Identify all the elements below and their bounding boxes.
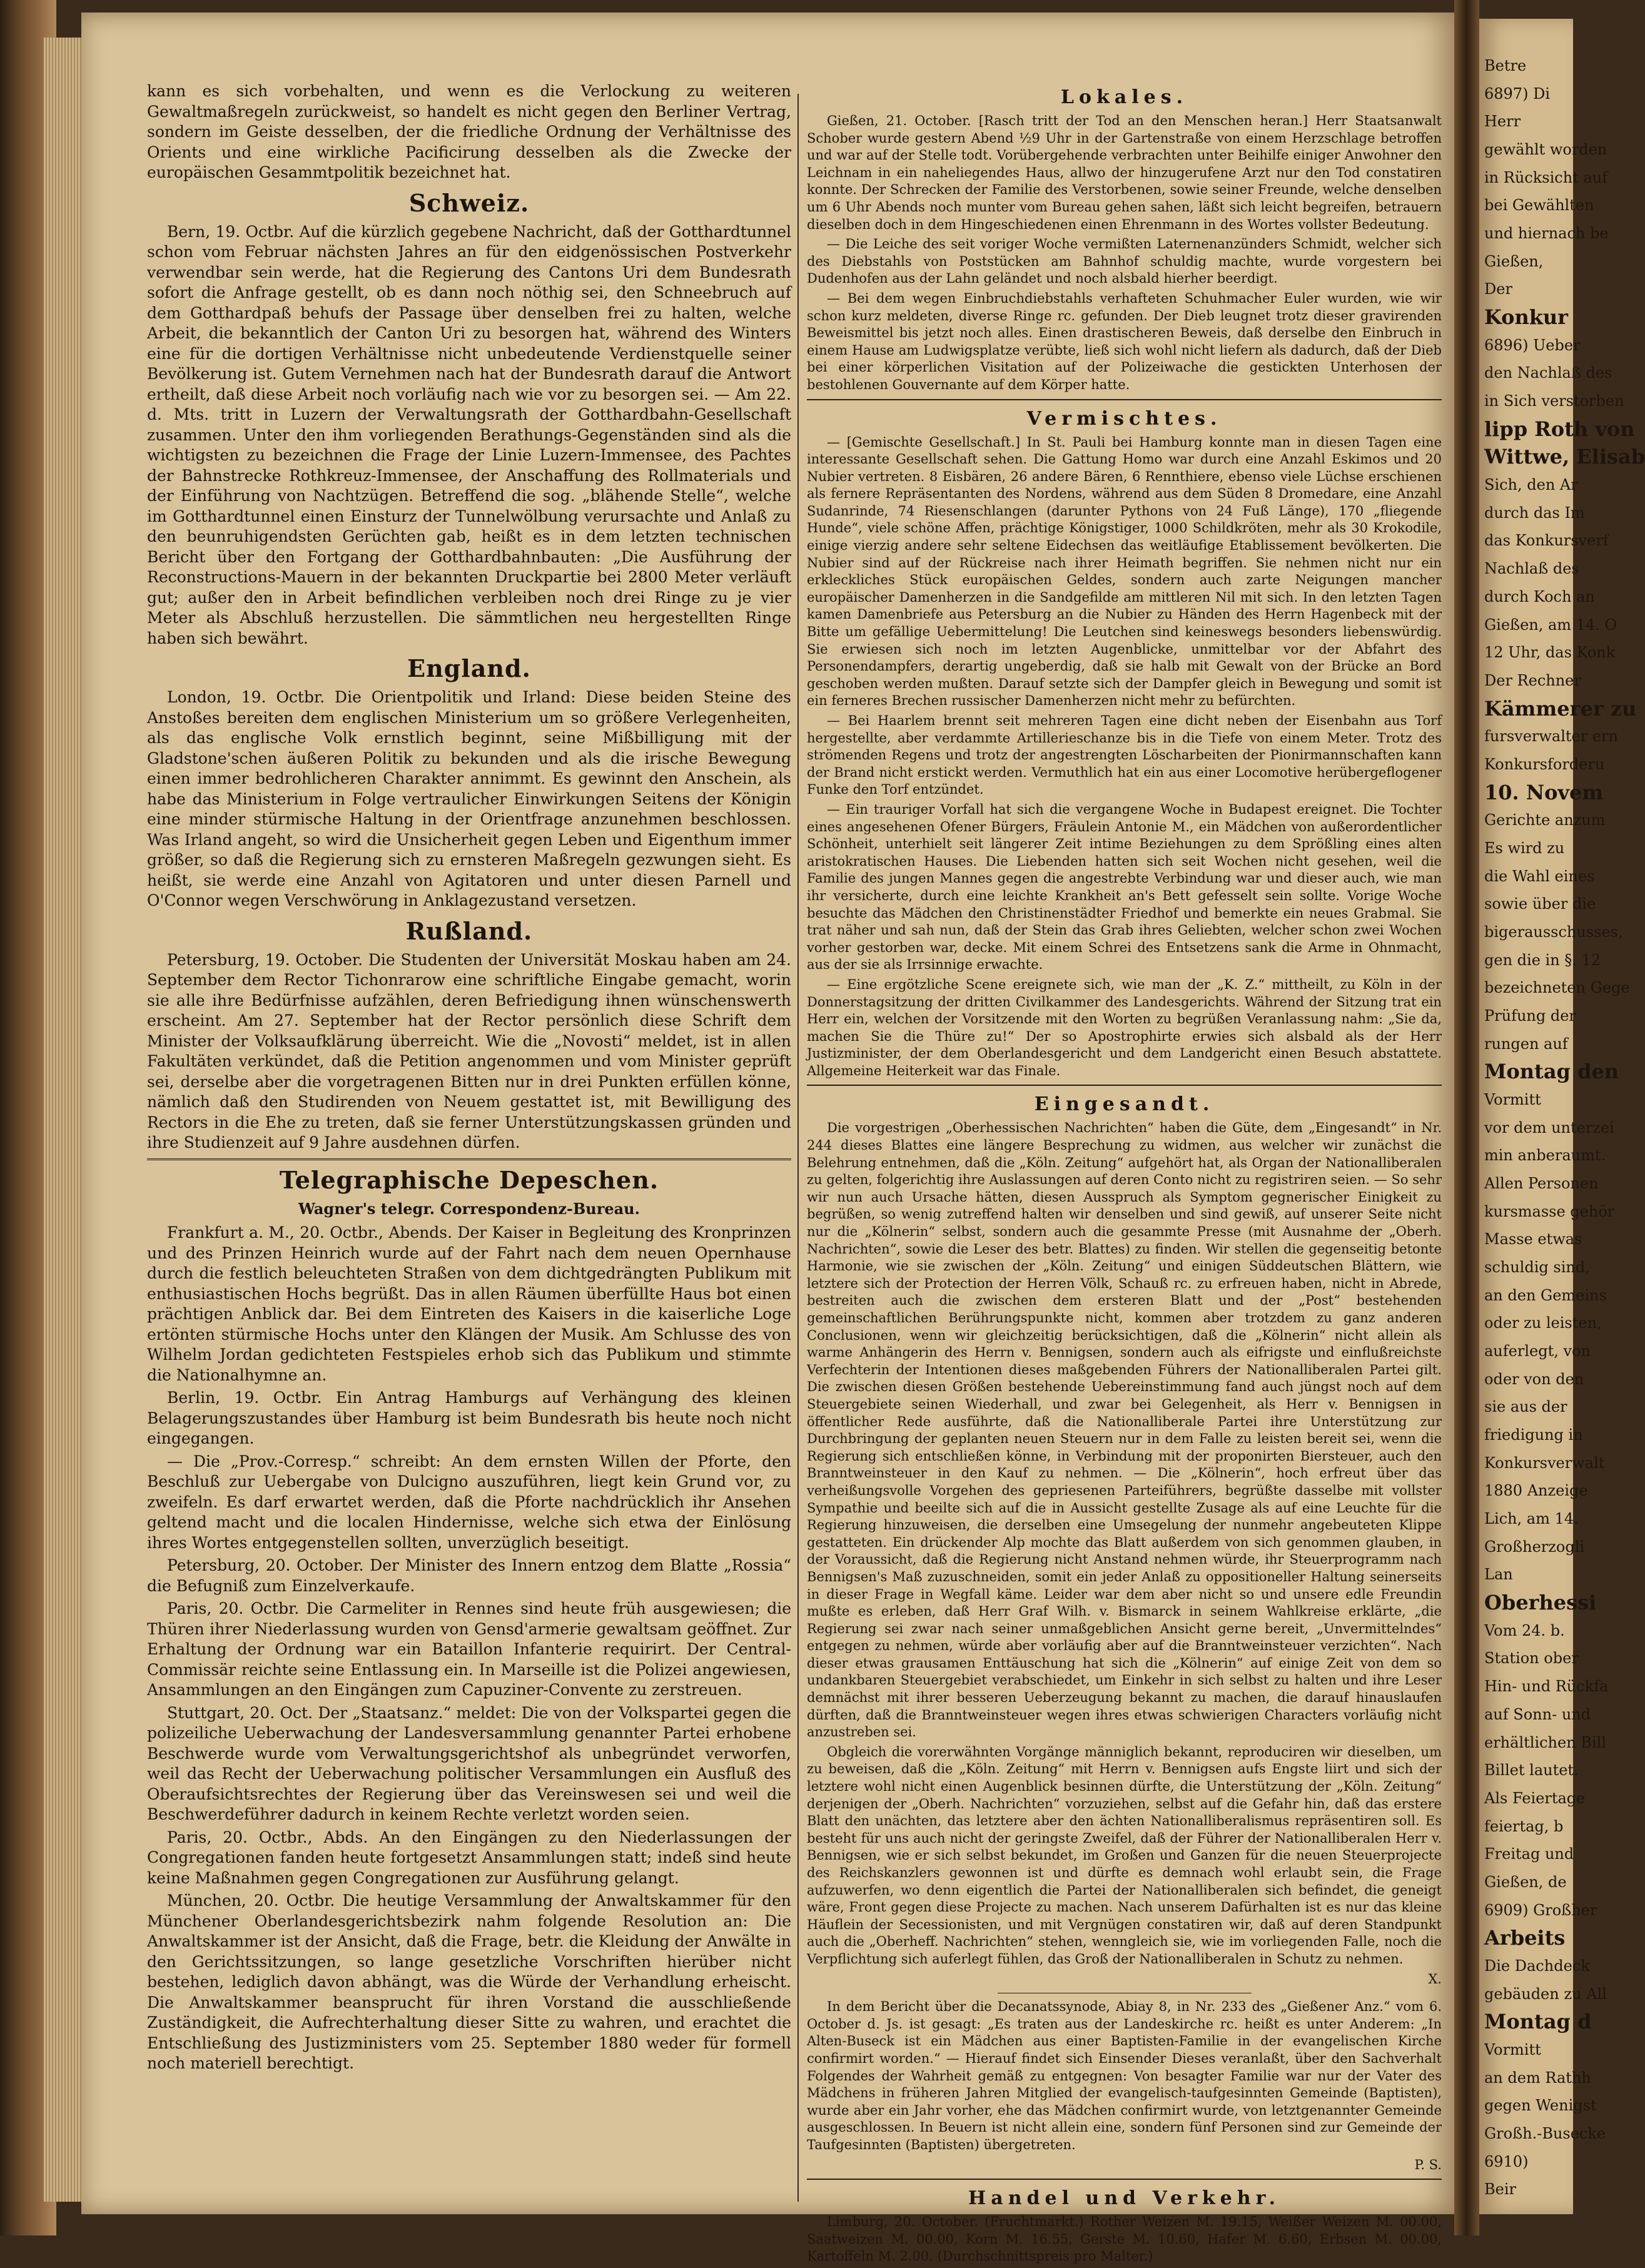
letter-decanat: In dem Bericht über die Decanatssynode, Abiay 8, in Nr. 233 des „Gießener Anz.“ vom 6. October d. Js. ist gesagt: „Es traten aus der Landeskirche rc. heißt es unter Anderem: „In Alten-Buseck ist ein Mädchen aus einer Baptisten-Familie in der evangelischen Kirche confirmirt worden.“ — Hierauf findet sich Einsender Dieses veranlaßt, über den Sachverhalt Folgendes der Wahrheit gemäß zu entgegnen: Von besagter Familie war nur der Vater des Mädchens in früheren Jahren Mitglied der evangelisch-taufgesinnten Gemeinde (Baptisten), wurde aber ein Jahr vorher, ehe das Mädchen confirmirt wurde, von letztgenannter Gemeinde ausgeschlossen. In Beuern ist nicht allein eine, sondern fünf Personen sind zur Gemeinde der Taufgesinnten (Baptisten) übergetreten. [807,1999,1442,2152]
local-einbruch: — Bei dem wegen Einbruchdiebstahls verhafteten Schuhmacher Euler wurden, wie wir schon kurz meldeten, diverse Ringe rc. gefunden. Der Dieb leugnet trotz dieser gravirenden Beweismittel bis jetzt noch alles. Einen drastischeren Beweis, daß derselbe den Einbruch in einem Hause am Ludwigsplatze verübte, ließ sich wohl nicht liefern als dadurch, daß der Dieb bei einer körperlichen Visitation auf der Polizeiwache die gestickten Unterhosen der bestohlenen Gouvernante auf dem Körper hatte. [807,290,1442,392]
right-column [807,81,1442,2268]
adjacent-page-fragment: an den Gemeins [1484,1286,1607,1304]
local-leiche: — Die Leiche des seit voriger Woche vermißten Laternenanzünders Schmidt, welcher sich des Diebstahls von Poststücken am Bahnhof schuldig machte, wurde vorgestern bei Dudenhofen aus der Lahn geländet und noch alsbald hierher beerdigt. [807,236,1442,286]
adjacent-page-fragment: friedigung in [1484,1426,1583,1444]
adjacent-page-fragment: durch Koch an [1484,587,1595,605]
misc-gesellschaft: — [Gemischte Gesellschaft.] In St. Pauli bei Hamburg konnte man in diesen Tagen eine interessante Gesellschaft sehen. Die Gattung Homo war durch eine Anzahl Eskimos und 20 Nubier vertreten. 8 Eisbären, 26 andere Bären, 6 Rennthiere, ebenso viele Lüchse erschienen als fernere Repräsentanten des Nordens, während aus dem Süden 8 Dromedare, eine Anzahl Sudanrinde, 74 Riesenschlangen (darunter Pythons von 24 Fuß Länge), 170 „fliegende Hunde“, viele schöne Affen, prächtige Königstiger, 1000 Schildkröten, mehr als 30 Krokodile, einige vierzig andere sehr seltene Eidechsen das weitläufige Etablissement bevölkerten. Die Nubier sind auf der Rückreise nach ihrer Heimath begriffen. Sie nehmen nicht nur ein erkleckliches Stück europäischen Geldes, sondern auch zarte Neigungen mancher europäischer Damenherzen in die Sandgefilde am mittleren Nil mit sich. In den letzten Tagen kamen Damenbriefe aus Petersburg an die Nubier zu Händen des Herrn Hagenbeck mit der Bitte um gefällige Uebermittelung! Die Leutchen sind keineswegs besonders liebenswürdig. Sie erwiesen sich noch im letzten Augenblicke, unmittelbar vor der Abfahrt des Personendampfers, derartig ungeberdig, daß sie halb mit Gewalt von der Brücke an Bord geschoben werden mußten. Darauf setzte sich der Dampfer gleich in Bewegung und somit ist ein ferneres Brechen russischer Damenherzen nicht mehr zu befürchten. [807,434,1442,709]
adjacent-page-fragment: vor dem unterzei [1484,1118,1614,1137]
heading-handel: Handel und Verkehr. [968,2187,1281,2210]
heading-telegraph: Telegraphische Depeschen. [279,1165,659,1194]
adjacent-page-fragment: Als Feiertage [1484,1789,1586,1807]
adjacent-page-fragment: Herr [1484,113,1521,131]
market-limburg: Limburg, 20. October. (Fruchtmarkt.) Rother Weizen M. 19.15, Weißer Weizen M. 00.00, Saatweizen M. 00.00, Korn M. 16.55, Gerste M. 10.60, Hafer M. 6.60, Erbsen M. 00.00, Kartoffeln M. 2.00. (Durchschnittspreis pro Malter.) [807,2214,1442,2264]
adjacent-page-fragment: 12 Uhr, das Konk [1484,644,1616,662]
heading-schweiz: Schweiz. [408,188,530,217]
adjacent-page-fragment: den Nachlaß des [1484,364,1612,382]
adjacent-page-fragment: 6897) Di [1484,84,1550,103]
adjacent-page-fragment: Kämmerer zu [1484,696,1637,721]
adjacent-page [1479,19,1645,2214]
adjacent-page-fragment: gegen Wenigst [1484,2097,1597,2115]
adjacent-page-fragment: Großherzogli [1484,1537,1585,1556]
adjacent-page-fragment: gewählt worden [1484,141,1607,159]
adjacent-page-fragment: Beir [1484,2180,1516,2199]
section-rule [807,1085,1442,1086]
adjacent-page-fragment: Sich, den Ar [1484,476,1578,494]
adjacent-page-fragment: 6896) Ueber [1484,336,1581,354]
adjacent-page-fragment: Hin- und Rückfa [1484,1678,1609,1696]
heading-england: England. [407,654,531,682]
letter-signature: P. S. [1414,2157,1442,2172]
adjacent-page-fragment: oder zu leisten, [1484,1314,1602,1332]
heading-eingesandt: Eingesandt. [1034,1093,1215,1116]
adjacent-page-fragment: 1880 Anzeige [1484,1482,1588,1500]
adjacent-page-fragment: und hiernach be [1484,225,1609,243]
adjacent-page-fragment: auferlegt, von [1484,1342,1591,1360]
adjacent-page-fragment: auf Sonn- und [1484,1705,1591,1723]
heading-russland: Rußland. [405,916,533,945]
adjacent-page-fragment: in Sich verstorben [1484,392,1624,410]
dispatch-muenchen: München, 20. Octbr. Die heutige Versammlung der Anwaltskammer für den Münchener Oberlandesgerichtsbezirk nahm folgende Resolution an: Die Anwaltskammer ist der Ansicht, daß die Frage, betr. die Kleidung der Anwälte in den Gerichtssitzungen, so lange gesetzliche Vorschriften hierüber nicht bestehen, lediglich davon abhängt, was die Würde der Verhandlung erheischt. Die Anwaltskammer beansprucht für ihren Vorstand die ausschließende Zuständigkeit, die Aufrechterhaltung dieser Sitte zu wahren, und erachtet die Entschließung des Justizministers vom 25. September 1880 weder für formell noch materiell berechtigt. [147,1891,791,2072]
adjacent-page-fragment: Billet lautet. [1484,1761,1579,1779]
adjacent-page-fragment: Station ober [1484,1649,1579,1668]
heading-vermischtes: Vermischtes. [1026,407,1222,430]
adjacent-page-fragment: durch das Im [1484,504,1585,522]
adjacent-page-fragment: Großh.-Busecke [1484,2124,1606,2142]
dispatch-paris-1: Paris, 20. Octbr. Die Carmeliter in Rennes sind heute früh ausgewiesen; die Thüren ihrer Niederlassung wurden von Gensd'armerie gewaltsam geöffnet. Zur Erhaltung der Ordnung war ein Bataillon Infanterie requirirt. Der Central-Commissär reichte seine Entlassung ein. In Marseille ist die Polizei angewiesen, Ansammlungen an den Eingängen zum Capuziner-Convente zu zerstreuen. [147,1599,791,1699]
subheading-telegraph: Wagner's telegr. Correspondenz-Bureau. [298,1199,640,1218]
adjacent-page-fragment: fursverwalter ern [1484,727,1618,746]
adjacent-page-fragment: Konkursverwalt [1484,1454,1605,1472]
adjacent-page-fragment: feiertag, b [1484,1817,1564,1835]
adjacent-page-fragment: Masse etwas [1484,1230,1582,1248]
adjacent-page-fragment: Nachlaß des [1484,560,1579,578]
adjacent-page-fragment: schuldig sind, [1484,1258,1590,1277]
adjacent-page-fragment: die Wahl eines [1484,867,1595,885]
adjacent-page-fragment: gen die in §. 12 [1484,951,1601,969]
misc-haarlem: — Bei Haarlem brennt seit mehreren Tagen eine dicht neben der Eisenbahn aus Torf hergestellte, aber verdammte Artillerieschanze bis in die Tiefe von einem Meter. Trotz des strömenden Regens und trotz der angestrengten Löscharbeiten der Pionirmannschaften kann der Brand nicht erstickt werden. Vermuthlich hat ein aus einer Locomotive herübergeflogener Funke den Torf entzündet. [807,713,1442,797]
adjacent-page-fragment: min anberaumt. [1484,1147,1606,1165]
adjacent-page-fragment: Vom 24. b. [1484,1621,1565,1639]
adjacent-page-fragment: Freitag und [1484,1845,1574,1863]
adjacent-page-fragment: lipp Roth von [1484,417,1635,441]
section-rule [807,2179,1442,2180]
adjacent-page-fragment: Es wird zu [1484,839,1565,857]
adjacent-page-fragment: bei Gewählten [1484,196,1594,215]
adjacent-page-fragment: Konkur [1484,305,1569,330]
adjacent-page-fragment: Lan [1484,1566,1513,1584]
adjacent-page-fragment: Betre [1484,57,1527,74]
section-rule [147,1158,791,1160]
misc-koeln: — Eine ergötzliche Scene ereignete sich, wie man der „K. Z.“ mittheilt, zu Köln in der Donnerstagsitzung der dritten Civilkammer des Landesgerichts. Während der Sitzung trat ein Herr ein, welchen der Vorsitzende mit den Worten zu begrüßen Veranlassung nahm: „Sie da, machen Sie die Thüre zu!“ Der so Apostrophirte erwies sich alsbald als der Herr Justizminister, der dem Oberlandesgericht und dem Landgericht einen Besuch abstattete. Allgemeine Heiterkeit war das Finale. [807,976,1442,1078]
column-divider [797,94,799,2202]
adjacent-page-fragment: Gerichte anzum [1484,811,1606,829]
adjacent-page-fragment: Oberhessi [1484,1591,1597,1615]
page-edges [44,38,81,2202]
heading-lokales: Lokales. [1060,86,1188,108]
adjacent-page-fragment: Gießen, de [1484,1873,1567,1891]
adjacent-page-fragment: Arbeits [1484,1926,1566,1950]
article-continuation: kann es sich vorbehalten, und wenn es die Verlockung zu weiteren Gewaltmaßregeln zurückweist, so handelt es nicht gegen den Berliner Vertrag, sondern im Geiste desselben, der die friedliche Ordnung der Verhältnisse des Orients und eine wirkliche Pacificirung desselben als die Zwecke der europäischen Gesammtpolitik bezeichnet hat. [147,82,791,181]
adjacent-page-fragment: 6909) Großher [1484,1901,1597,1919]
adjacent-page-fragment: oder von den [1484,1370,1584,1388]
adjacent-page-fragment: das Konkursverf [1484,532,1609,550]
letter-part-1: Die vorgestrigen „Oberhessischen Nachrichten“ haben die Güte, dem „Eingesandt“ in Nr. 244 dieses Blattes eine längere Besprechung zu widmen, aus welcher wir zunächst die Belehrung entnehmen, daß die „Köln. Zeitung“ aufgehört hat, als Organ der Nationalliberalen zu gelten, folgerichtig ihre Auslassungen auf deren Conto nicht zu registriren seien. — So sehr wir nun auch Ursache hätten, diesen Ausspruch als Symptom gegnerischer Einigkeit zu begrüßen, so wenig zutreffend halten wir denselben und sind gewiß, auf unserer Seite nicht nur die „Kölnerin“ selbst, sondern auch die gesammte Presse (mit Ausnahme der „Oberh. Nachrichten“, sowie die Leser des betr. Blattes) zu finden. Wir stellen die gegenseitig betonte Harmonie, wie sie zwischen der „Köln. Zeitung“ und einigen Süddeutschen Blättern, wie letztere sich der Protection der Herren Völk, Schauß rc. zu erfreuen haben, nicht in Abrede, bestreiten auch die zwischen dem ersteren Blatt und der „Post“ bestehenden gemeinschaftlichen Berührungspunkte nicht, kommen aber trotzdem zu ganz anderen Conclusionen, wenn wir gleichzeitig berücksichtigen, daß die „Kölnerin“ nicht allein als warme Anhängerin des Herrn v. Bennigsen, sondern auch als eifrigste und einflußreichste Verfechterin der Intentionen dieses maßgebenden Führers der Nationalliberalen Partei gilt. Die zwischen diesen Größen bestehende Uebereinstimmung fand auch jüngst noch auf dem Steuergebiete seinen Wiederhall, und zwar bei Gelegenheit, als Herr v. Bennigsen in öffentlicher Rede ausführte, daß die Nationalliberale Partei ihre Unterstützung zur Durchbringung der geplanten neuen Steuern nur in dem Falle zu leisten bereit sei, wenn die Regierung sich entschließen könne, in Verbindung mit der proponirten Biersteuer, auch den Branntweinsteuer in den Kauf zu nehmen. — Die „Kölnerin“, hoch erfreut über das verheißungsvolle Vorgehen des gepriesenen Parteiführers, begrüßte dasselbe mit vollster Sympathie und beeilte sich auf die in Aussicht gestellte Zusage als auf eine Leuchte für die Regierung hinzuweisen, die derselben eine Umsegelung der nunmehr angebeuteten Klippe gestatteten. Ein drückender Alp mochte das Blatt außerdem von sich genommen glauben, in der Voraussicht, daß die Regierung nicht Anstand nehmen würde, ihr Steuerprogramm nach Bennigsen's Maß zuzuschneiden, somit ein jeder Anlaß zu oppositioneller Haltung seinerseits in dieser Frage in Wegfall käme. Leider war dem aber nicht so und unsere edle Freundin mußte es erleben, daß Herr Graf Wilh. v. Bismarck in seinem Wahlkreise erklärte, „die Regierung sei zwar nach seiner unmaßgeblichen Ansicht gerne bereit, „Unvermittelndes“ entgegen zu nehmen, würde aber vorläufig aber auf die Branntweinsteuer verzichten“. Nach dieser etwas grausamen Enttäuschung hat sich die „Kölnerin“ auf einige Zeit von dem so undankbaren Steuergebiet verabschiedet, um Einkehr in sich selbst zu halten und ihre Leser demnächst mit ihrer besseren Ueberzeugung bekannt zu machen, die darauf hinauslaufen dürften, daß die Branntweinsteuer wegen ihres etwas schwierigen Characters vorläufig nicht anzustreben sei. [807,1120,1442,1740]
letter-part-2: Obgleich die vorerwähnten Vorgänge männiglich bekannt, reproduciren wir dieselben, um zu beweisen, daß die „Köln. Zeitung“ mit Herrn v. Bennigsen aufs Engste liirt und sich der letztere wohl nicht einen Augenblick besinnen dürfte, die Unterstützung der „Köln. Zeitung“ derjenigen der „Oberh. Nachrichten“ vorzuziehen, selbst auf die Gefahr hin, daß das erstere Blatt den unächten, das letztere aber den ächten Nationalliberalismus repräsentiren soll. Es besteht für uns auch nicht der geringste Zweifel, daß der Führer der Nationalliberalen Herr v. Bennigsen, wie er sich selbst bekundet, im Großen und Ganzen für die neuen Steuerprojecte des Reichskanzlers gewonnen ist und dürfte es demnach wohl erlaubt sein, die Frage aufzuwerfen, wo denn eigentlich die Partei der Nationalliberalen sich befindet, die geneigt wäre, Front gegen diese Projecte zu machen. Nach unserem Dafürhalten ist es nur das kleine Häuflein der Secessionisten, und mit Vergnügen constatiren wir, daß auf deren Standpunkt auch die „Oberheff. Nachrichten“ stehen, wenngleich sie, wie im vorliegenden Falle, noch die Verpflichtung sich auferlegt fühlen, das Groß der Nationalliberalen in Schutz zu nehmen. [807,1744,1442,1967]
adjacent-page-fragment: bezeichneten Gege [1484,979,1630,997]
local-giessen: Gießen, 21. October. [Rasch tritt der Tod an den Menschen heran.] Herr Staatsanwalt Schober wurde gestern Abend ½9 Uhr in der Gartenstraße von einem Herzschlage betroffen und war auf der Stelle todt. Vorübergehende verbrachten unter Beihilfe einiger Anwohner den Leichnam in ein naheliegendes Haus, allwo der hinzugerufene Arzt nur den Tod constatiren konnte. Der Schrecken der Familie des Verstorbenen, sowie seiner Freunde, welche denselben um 6 Uhr Abends noch munter vom Bureau gehen sahen, läßt sich leicht begreifen, betrauern dieselben doch in dem Hingeschiedenen einen Ehrenmann in des Wortes vollster Bedeutung. [807,113,1442,232]
section-rule [807,399,1442,400]
adjacent-page-fragment: Die Dachdeck [1484,1957,1590,1975]
article-london: London, 19. Octbr. Die Orientpolitik und Irland: Diese beiden Steine des Anstoßes bereiten dem englischen Ministerium um so größere Verlegenheiten, als das englische Volk ernstlich beginnt, seine Mißbilligung mit der Gladstone'schen äußeren Politik zu bekunden und als die irische Bewegung einen immer bedrohlicheren Charakter annimmt. Es gewinnt den Anschein, als habe das Ministerium in Folge vertraulicher Einwirkungen Seitens der Königin eine minder stürmische Haltung in der Orientfrage anzunehmen beschlossen. Was Irland angeht, so wird die Unsicherheit gegen Leben und Eigenthum immer größer, so daß die Regierung sich zu ernsteren Maßregeln gezwungen sieht. Es heißt, sie werde eine Anzahl von Agitatoren und unter diesen Parnell und O'Connor wegen Verschwörung in Anklagezustand versetzen. [147,688,791,909]
adjacent-page-fragment: sie aus der [1484,1398,1567,1416]
dispatch-berlin: Berlin, 19. Octbr. Ein Antrag Hamburgs auf Verhängung des kleinen Belagerungszustandes über Hamburg ist beim Bundesrath bis heute noch nicht eingegangen. [147,1389,791,1447]
adjacent-page-fragment: Der [1484,280,1512,298]
article-petersburg: Petersburg, 19. October. Die Studenten der Universität Moskau haben am 24. September dem Rector Tichonrarow eine schriftliche Eingabe gemacht, worin sie alle ihre Bedürfnisse aufzählen, deren Befriedigung ihnen wünschenswerth erscheint. Am 27. September hat der Rector persönlich diese Schrift dem Minister der Volksaufklärung überreicht. Wie die „Novosti“ meldet, ist in allen Fakultäten verkündet, daß die Petition angenommen und vom Minister geprüft sei, derselbe aber die vorgetragenen Bitten nur in drei Punkten erfüllen könne, nämlich daß den Studirenden von Neuem gestattet ist, mit Bewilligung des Rectors in die Ehe zu treten, daß sie ferner Unterstützungskassen gründen und ihre Studienzeit auf 9 Jahre ausdehnen dürfen. [147,950,791,1152]
letter-signature: X. [1428,1971,1442,1987]
dispatch-frankfurt: Frankfurt a. M., 20. Octbr., Abends. Der Kaiser in Begleitung des Kronprinzen und des Prinzen Heinrich wurde auf der Fahrt nach dem neuen Opernhause durch die festlich beleuchteten Straßen von dem dichtgedrängten Publikum mit enthusiastischen Hochs begrüßt. Das in allen Räumen überfüllte Haus bot einen prächtigen Anblick dar. Bei dem Eintreten des Kaisers in die kaiserliche Loge ertönten stürmische Hochs unter den Klängen der Musik. Am Schlusse des von Wilhelm Jordan gedichteten Festspieles erhob sich das Publikum und stimmte die Nationalhymne an. [147,1223,791,1384]
dispatch-petersburg: Petersburg, 20. October. Der Minister des Innern entzog dem Blatte „Rossia“ die Befugniß zum Einzelverkaufe. [147,1556,791,1595]
book-gutter [1454,0,1479,2235]
adjacent-page-fragment: an dem Rathh [1484,2068,1591,2087]
adjacent-page-fragment: in Rücksicht auf [1484,168,1608,186]
adjacent-page-fragment: Vormitt [1484,2040,1541,2058]
adjacent-page-fragment: erhältlichen Bill [1484,1733,1606,1751]
misc-budapest: — Ein trauriger Vorfall hat sich die vergangene Woche in Budapest ereignet. Die Tochter eines angesehenen Ofener Bürgers, Fräulein Antonie M., ein Mädchen von außerordentlicher Schönheit, unterhielt seit längerer Zeit intime Beziehungen zu dem Sprößling eines alten aristokratischen Hauses. Die Liebenden hatten sich seit Wochen nicht gesehen, weil die Familie des jungen Mannes gegen die angestrebte Verbindung war und dieser auch, wie man ihr versicherte, durch eine leichte Krankheit an's Bett gefesselt sein sollte. Vorige Woche besuchte das Mädchen den Christinenstädter Friedhof und bemerkte ein neues Grabmal. Sie trat näher und sah nun, daß der Stein das Grab ihres Geliebten, welcher schon zwei Wochen vorher gestorben war, decke. Mit einem Schrei des Entsetzens sank die Arme in Ohnmacht, aus der sie als Irrsinnige erwachte. [807,801,1442,973]
dispatch-stuttgart: Stuttgart, 20. Oct. Der „Staatsanz.“ meldet: Die von der Volkspartei gegen die polizeiliche Ueberwachung der Landesversammlung genannter Partei erhobene Beschwerde wurde vom Verwaltungsgerichtshof als unbegründet verworfen, weil das Recht der Ueberwachung politischer Versammlungen ein Ausfluß des Oberaufsichtsrechtes der Regierung über das Vereinswesen sei und weil die Beschwerdeführer dadurch in keinem Rechte verletzt worden seien. [147,1703,791,1823]
dispatch-prov-corresp: — Die „Prov.-Corresp.“ schreibt: An dem ernsten Willen der Pforte, den Beschluß zur Uebergabe von Dulcigno auszuführen, liegt kein Grund vor, zu zweifeln. Es darf erwartet werden, daß die Pforte nachdrücklich ihr Ansehen geltend macht und die localen Hindernisse, welche sich etwa der Einlösung ihres Wortes entgegenstellen sollten, unverzüglich beseitigt. [147,1452,791,1552]
adjacent-page-fragment: rungen auf [1484,1035,1568,1053]
adjacent-page-fragment: Lich, am 14. [1484,1510,1579,1528]
adjacent-page-fragment: Der Rechner [1484,671,1581,689]
adjacent-page-fragment: Montag den [1484,1060,1619,1084]
adjacent-page-fragment: 6910) [1484,2152,1529,2170]
adjacent-page-fragment: Prüfung der [1484,1006,1576,1025]
adjacent-page-fragment: Montag d [1484,2010,1592,2034]
adjacent-page-fragment: 10. Novem [1484,780,1604,804]
adjacent-page-fragment: Allen Personen [1484,1175,1599,1192]
adjacent-page-fragment: Konkursforderu [1484,755,1605,773]
adjacent-page-fragment: Gießen, [1484,252,1544,270]
adjacent-page-fragment: sowie über die [1484,895,1596,913]
article-bern: Bern, 19. Octbr. Auf die kürzlich gegebene Nachricht, daß der Gotthardtunnel schon vom Februar nächsten Jahres an für den eidgenössischen Postverkehr verwendbar sein werde, hat die Regierung des Cantons Uri dem Bundesrath sofort die Anfrage gestellt, ob es dann noch nöthig sei, den Schneebruch auf dem Gotthardpaß behufs der Passage über denselben frei zu halten, welche Arbeit, die bekanntlich der Canton Uri zu besorgen hat, während des Winters eine für die dortigen Verhältnisse nicht unbedeutende Verdienstquelle seiner Bevölkerung ist. Gutem Vernehmen nach hat der Bundesrath darauf die Antwort ertheilt, daß diese Arbeit noch vorläufig nach wie vor zu besorgen sei. — Am 22. d. Mts. tritt in Luzern der Verwaltungsrath der Gotthardbahn-Gesellschaft zusammen. Unter den ihm vorliegenden Berathungs-Gegenständen sind als die wichtigsten zu bezeichnen die Frage der Linie Luzern-Immensee, des Pachtes der Bahnstrecke Rothkreuz-Immensee, der Anschaffung des Rollmaterials und der Einführung von Nachtzügen. Betreffend die sog. „blähende Stelle“, welche im Gotthardtunnel einen Einsturz der Tunnelwölbung verursachte und Anlaß zu den beunruhigendsten Gerüchten gab, heißt es in dem letzten technischen Bericht über den Fortgang der Gotthardbahnbauten: „Die Ausführung der Reconstructions-Mauern in der bekannten Druckpartie bei 2800 Meter verläuft gut; außer den in Arbeit befindlichen verbleiben noch drei Ringe zu je vier Meter als Abschluß herzustellen. Die sämmtlichen neu hergestellten Ringe haben sich bewährt. [147,222,791,647]
adjacent-page-fragment: bigerausschusses, [1484,923,1623,941]
adjacent-page-fragment: kursmasse gehör [1484,1202,1615,1220]
dispatch-paris-2: Paris, 20. Octbr., Abds. An den Eingängen zu den Niederlassungen der Congregationen fanden heute fortgesetzt Ansammlungen statt; indeß sind heute keine Maßnahmen gegen Congregationen zur Ausführung gelangt. [147,1828,791,1887]
adjacent-page-fragment: gebäuden zu All [1484,1985,1607,2003]
left-column [147,81,791,2077]
adjacent-page-fragment: Gießen, am 14. O [1484,615,1617,634]
adjacent-page-fragment: Vormitt [1484,1090,1541,1108]
adjacent-page-fragment: Wittwe, Elisab [1484,445,1645,469]
